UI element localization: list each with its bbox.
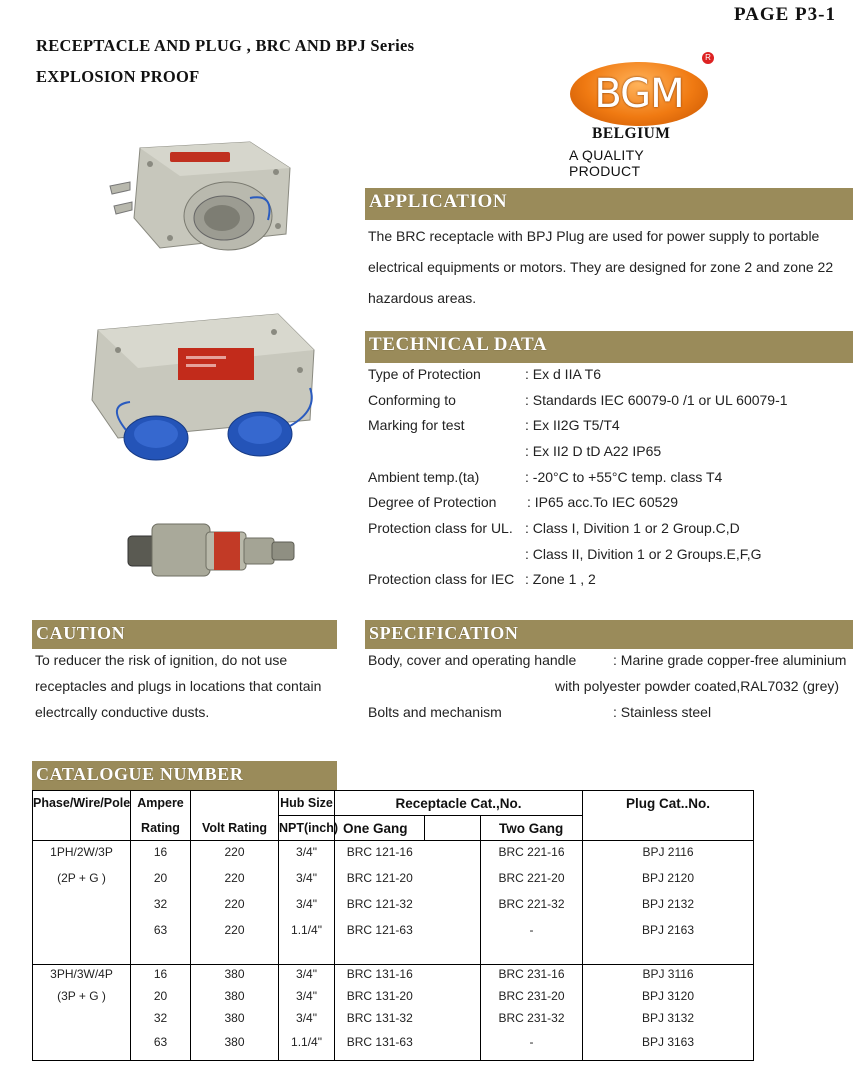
tech-label: Protection class for IEC: [368, 571, 515, 587]
two-gang-cell: -: [481, 919, 583, 965]
logo-oval: [570, 62, 708, 126]
pole-note-cell: (2P + G ): [33, 867, 131, 893]
bgm-logo: [568, 52, 718, 179]
volt-cell: 380: [191, 965, 279, 987]
page-number: PAGE P3-1: [733, 4, 836, 25]
table-row: [33, 965, 754, 987]
tech-value: : Class I, Divition 1 or 2 Group.C,D: [525, 520, 740, 536]
two-gang-cell: BRC 231-32: [481, 1009, 583, 1031]
col-header-npt: NPT(inch): [279, 816, 335, 841]
hub-cell: 3/4": [279, 987, 335, 1009]
document-title: RECEPTACLE AND PLUG , BRC AND BPJ Series: [36, 36, 415, 55]
application-line-3: hazardous areas.: [368, 290, 477, 306]
plug-cell: BPJ 3116: [583, 965, 754, 987]
amp-cell: 16: [131, 965, 191, 987]
volt-cell: 220: [191, 841, 279, 867]
col-header-gap: [425, 816, 481, 841]
col-header-ampere: Ampere: [131, 791, 191, 816]
gap-cell: [425, 841, 481, 867]
tech-value: : Class II, Divition 1 or 2 Groups.E,F,G: [525, 546, 762, 562]
col-header-one-gang: One Gang: [335, 816, 425, 841]
tech-value: : Ex II2G T5/T4: [525, 417, 620, 433]
table-row: [33, 893, 754, 919]
specification-heading: SPECIFICATION: [365, 620, 853, 649]
col-header-rating: Rating: [131, 816, 191, 841]
amp-cell: 32: [131, 893, 191, 919]
plug-cell: BPJ 2132: [583, 893, 754, 919]
caution-line-3: electrcally conductive dusts.: [35, 704, 210, 720]
col-header-volt: Volt Rating: [191, 816, 279, 841]
one-gang-cell: BRC 121-63: [335, 919, 425, 965]
one-gang-cell: BRC 131-20: [346, 988, 413, 1003]
tech-label: Marking for test: [368, 417, 465, 433]
hub-cell: 3/4": [279, 1009, 335, 1031]
col-header-phase-blank: [33, 816, 131, 841]
catalogue-heading: CATALOGUE NUMBER: [32, 761, 337, 790]
plug-cell: BPJ 2120: [583, 867, 754, 893]
two-gang-cell: BRC 221-16: [481, 841, 583, 867]
spec-label-bolts: Bolts and mechanism: [368, 704, 502, 720]
tech-label: Ambient temp.(ta): [368, 469, 480, 485]
col-header-phase: Phase/Wire/Pole: [33, 791, 131, 816]
application-line-1: The BRC receptacle with BPJ Plug are used for power supply to portable: [368, 228, 820, 244]
amp-cell: 32: [131, 1009, 191, 1031]
gap-cell: [425, 1031, 481, 1061]
table-row: [33, 1009, 754, 1031]
two-gang-receptacle-photo: [78, 310, 328, 470]
hub-cell: 1.1/4": [279, 1031, 335, 1061]
one-gang-cell: BRC 121-20: [346, 870, 413, 885]
table-row: [33, 841, 754, 867]
one-gang-cell: BRC 121-32: [346, 896, 413, 911]
two-gang-cell: BRC 221-32: [481, 893, 583, 919]
col-header-volt-blank: [191, 791, 279, 816]
catalogue-table: [32, 790, 754, 1061]
amp-cell: 20: [131, 867, 191, 893]
col-header-plug: Plug Cat..No.: [583, 791, 754, 816]
tech-value: : Zone 1 , 2: [525, 571, 596, 587]
application-heading: APPLICATION: [365, 188, 853, 220]
amp-cell: 63: [131, 1031, 191, 1061]
gap-cell: [425, 867, 481, 893]
caution-heading: CAUTION: [32, 620, 337, 649]
col-header-receptacle: Receptacle Cat.,No.: [335, 791, 583, 816]
blank-cell: [33, 1031, 131, 1061]
gap-cell: [425, 919, 481, 965]
tech-label: Type of Protection: [368, 366, 481, 382]
two-gang-cell: -: [481, 1031, 583, 1061]
tech-value: : Standards IEC 60079-0 /1 or UL 60079-1: [525, 392, 788, 408]
gap-cell: [425, 987, 481, 1009]
tech-label: Conforming to: [368, 392, 456, 408]
hub-cell: 3/4": [279, 867, 335, 893]
tech-value: : Ex II2 D tD A22 IP65: [525, 443, 662, 459]
plug-cell: BPJ 2116: [583, 841, 754, 867]
single-gang-receptacle-photo: [100, 138, 300, 258]
amp-cell: 16: [131, 841, 191, 867]
tech-label: Degree of Protection: [368, 494, 497, 510]
phase-cell: 1PH/2W/3P: [33, 841, 131, 867]
hub-cell: 3/4": [279, 841, 335, 867]
blank-cell: [33, 1009, 131, 1031]
plug-cell: BPJ 2163: [583, 919, 754, 965]
caution-line-1: To reducer the risk of ignition, do not use: [35, 652, 288, 668]
volt-cell: 380: [191, 1031, 279, 1061]
gap-cell: [425, 965, 481, 987]
logo-country: BELGIUM: [592, 125, 671, 142]
table-row: [33, 1031, 754, 1061]
tech-value: : -20°C to +55°C temp. class T4: [525, 469, 723, 485]
spec-value-bolts: : Stainless steel: [613, 704, 712, 720]
plug-cell: BPJ 3132: [583, 1009, 754, 1031]
volt-cell: 220: [191, 893, 279, 919]
table-row: [33, 919, 754, 965]
gap-cell: [425, 1009, 481, 1031]
col-header-hub: Hub Size: [279, 791, 335, 816]
application-line-2: electrical equipments or motors. They are designed for zone 2 and zone 22: [368, 259, 834, 275]
one-gang-cell: BRC 131-32: [346, 1010, 413, 1025]
logo-tagline: A QUALITY PRODUCT: [569, 147, 644, 179]
registered-mark-icon: R: [702, 52, 714, 64]
amp-cell: 20: [131, 987, 191, 1009]
tech-value: : Ex d IIA T6: [525, 366, 602, 382]
phase-cell: 3PH/3W/4P: [33, 965, 131, 987]
volt-cell: 380: [191, 987, 279, 1009]
plug-cell: BPJ 3163: [583, 1031, 754, 1061]
table-row: [33, 867, 754, 893]
spec-value-body: : Marine grade copper-free aluminium: [613, 652, 847, 668]
spec-label-body: Body, cover and operating handle: [368, 652, 577, 668]
two-gang-cell: BRC 231-16: [481, 965, 583, 987]
two-gang-cell: BRC 231-20: [481, 987, 583, 1009]
blank-cell: [33, 919, 131, 965]
table-row: [33, 987, 754, 1009]
technical-data-heading: TECHNICAL DATA: [365, 331, 853, 363]
blank-cell: [33, 893, 131, 919]
hub-cell: 1.1/4": [279, 919, 335, 965]
hub-cell: 3/4": [279, 965, 335, 987]
hub-cell: 3/4": [279, 893, 335, 919]
caution-line-2: receptacles and plugs in locations that contain: [35, 678, 322, 694]
gap-cell: [425, 893, 481, 919]
tech-value: : IP65 acc.To IEC 60529: [527, 494, 678, 510]
one-gang-cell: BRC 131-16: [346, 967, 413, 981]
volt-cell: 380: [191, 1009, 279, 1031]
two-gang-cell: BRC 221-20: [481, 867, 583, 893]
tech-label: Protection class for UL.: [368, 520, 513, 536]
col-header-plug-blank: [583, 816, 754, 841]
one-gang-cell: BRC 121-16: [346, 845, 413, 859]
document-subtitle: EXPLOSION PROOF: [36, 67, 200, 86]
amp-cell: 63: [131, 919, 191, 965]
volt-cell: 220: [191, 867, 279, 893]
plug-cell: BPJ 3120: [583, 987, 754, 1009]
col-header-two-gang: Two Gang: [481, 816, 583, 841]
spec-value-body-cont: with polyester powder coated,RAL7032 (grey): [555, 678, 840, 694]
one-gang-cell: BRC 131-63: [335, 1031, 425, 1061]
pole-note-cell: (3P + G ): [33, 987, 131, 1009]
logo-brand: BGM: [594, 71, 684, 117]
volt-cell: 220: [191, 919, 279, 965]
plug-photo: [124, 518, 300, 582]
